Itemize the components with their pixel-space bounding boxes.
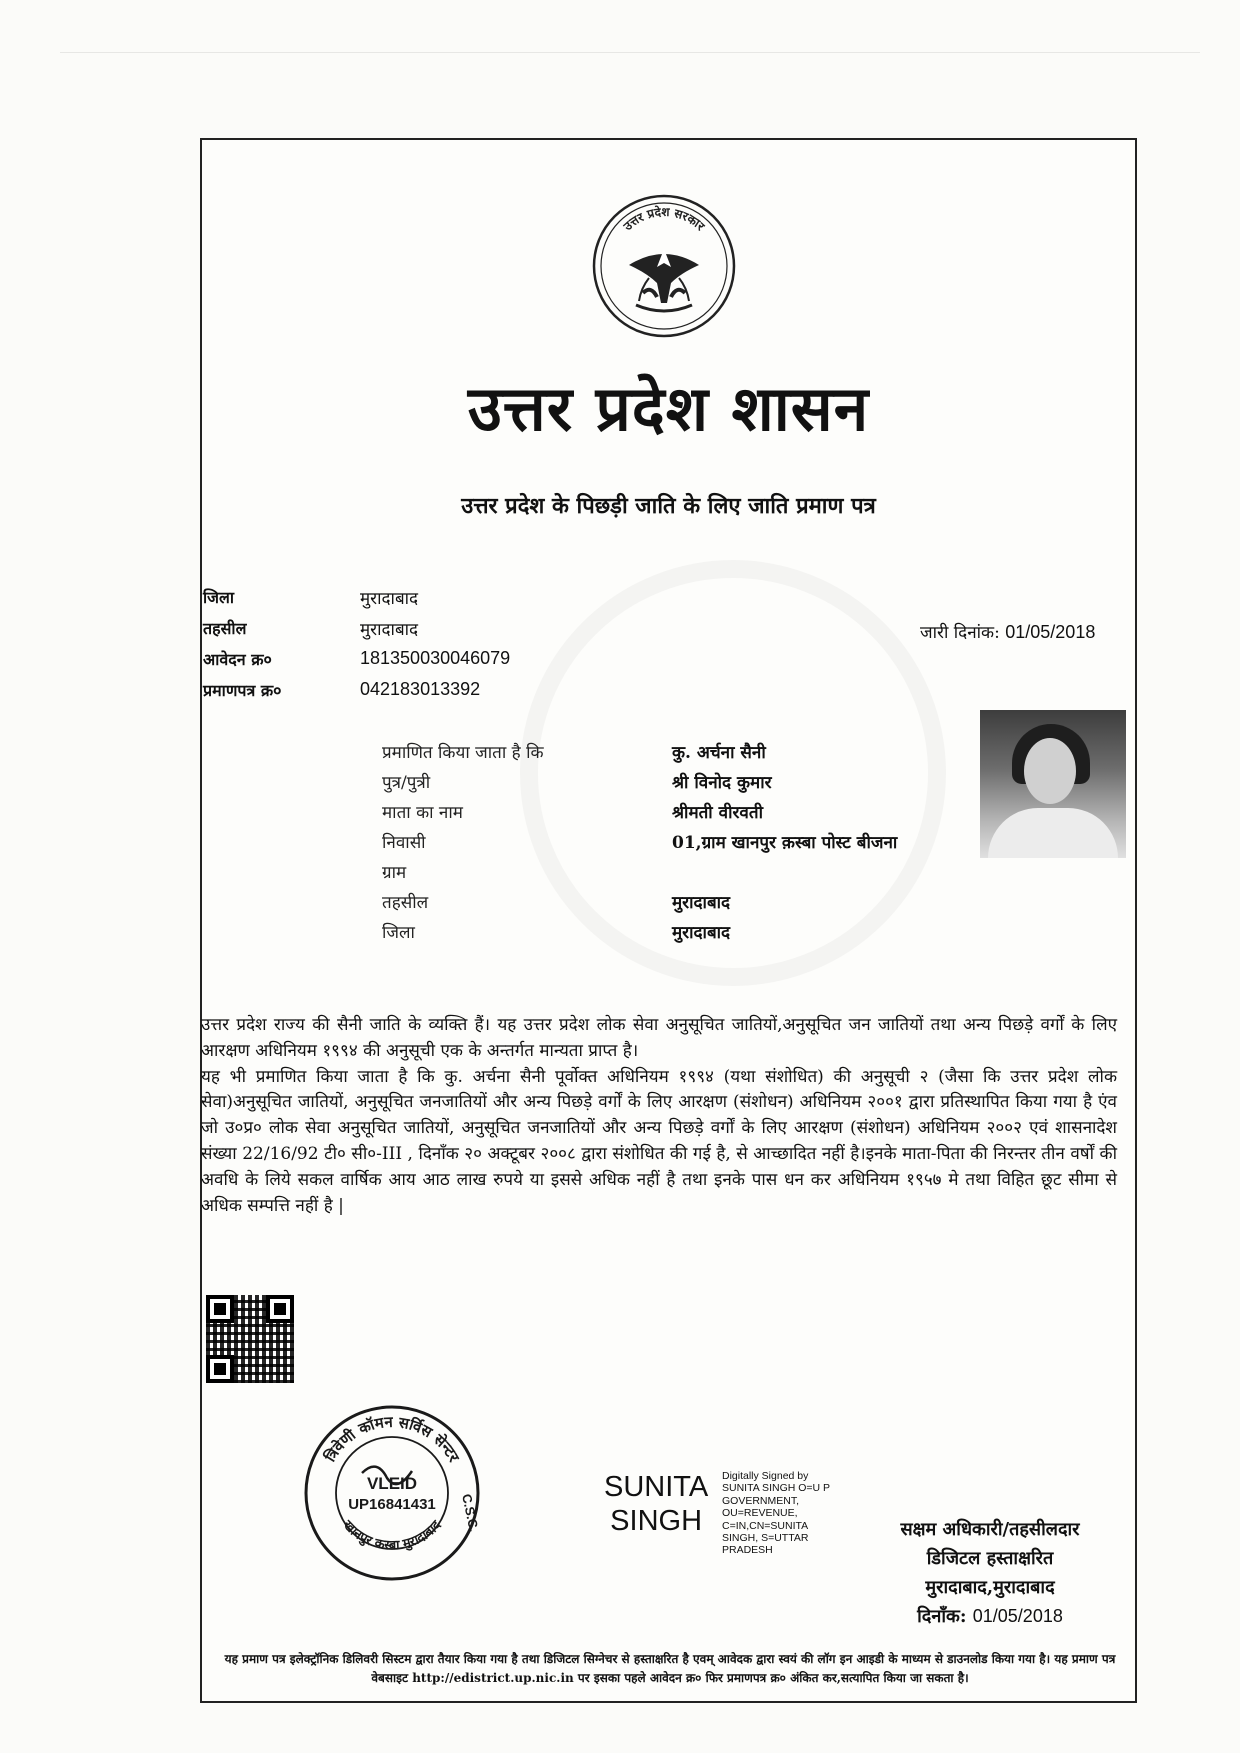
digital-signature-details (722, 1470, 830, 1557)
issue-date-value: 01/05/2018 (1005, 622, 1096, 642)
certificate-body (201, 1013, 1117, 1219)
mother-label: माता का नाम (382, 803, 463, 823)
grid-tehsil-value: मुरादाबाद (672, 893, 731, 913)
applicant-photo (980, 710, 1126, 858)
signature-note-line: SINGH, S=UTTAR (722, 1532, 809, 1545)
certified-label: प्रमाणित किया जाता है कि (382, 743, 544, 763)
child-of-label: पुत्र/पुत्री (382, 773, 431, 793)
page-title: उत्तर प्रदेश शासन (467, 372, 870, 445)
authority-date-value: 01/05/2018 (972, 1606, 1063, 1626)
authority-sign-type: डिजिटल हस्ताक्षरित (926, 1548, 1054, 1569)
signature-name-line-1: SUNITA (604, 1471, 709, 1503)
grid-district-value: मुरादाबाद (672, 923, 731, 943)
tehsil-value: मुरादाबाद (360, 620, 419, 640)
svg-text:त्रिवेणी कॉमन सर्विस सेन्टर: त्रिवेणी कॉमन सर्विस सेन्टर (321, 1412, 464, 1465)
authority-place: मुरादाबाद,मुरादाबाद (925, 1577, 1055, 1598)
svg-text:उत्तर प्रदेश सरकार: उत्तर प्रदेश सरकार (620, 204, 708, 234)
svg-text:खानपुर कस्बा मुरादाबाद: खानपुर कस्बा मुरादाबाद (339, 1517, 445, 1554)
signature-note-line: OU=REVENUE, (722, 1507, 798, 1520)
authority-date-label: दिनाँक: (917, 1606, 967, 1627)
body-paragraph-1: उत्तर प्रदेश राज्य की सैनी जाति के व्यक्ति हैं। यह उत्तर प्रदेश लोक सेवा अनुसूचित जातियों,अनुसूचित जन जातियों तथा अन्य पिछड़े वर्गों के लिए आरक्षण अधिनियम १९९४ की अनुसूची एक के अन्तर्गत मान्यता प्राप्त है। (201, 1015, 1117, 1061)
qr-finder-top-left (206, 1295, 234, 1323)
photo-face (1024, 738, 1076, 804)
signature-note-line: SUNITA SINGH O=U P (722, 1482, 831, 1495)
certificate-footer-note: यह प्रमाण पत्र इलेक्ट्रॉनिक डिलिवरी सिस्टम द्वारा तैयार किया गया है तथा डिजिटल सिग्नेचर से हस्ताक्षरित है एवम् आवेदक द्वारा स्वयं की लॉग इन आइडी के माध्यम से डाउनलोड किया गया है। यह प्रमाण पत्र वेबसाइट http://edistrict.up.nic.in पर इसका पहले आवेदन क्र० फिर प्रमाणपत्र क्र० अंकित कर,सत्यापित किया जा सकता है। (224, 1652, 1116, 1685)
csc-round-stamp (302, 1403, 482, 1583)
village-label: ग्राम (382, 863, 407, 883)
grid-tehsil-label: तहसील (382, 893, 429, 913)
authority-designation: सक्षम अधिकारी/तहसीलदार (900, 1519, 1080, 1540)
resident-label: निवासी (382, 833, 426, 853)
application-number-label: आवेदन क्र० (203, 650, 272, 669)
father-name: श्री विनोद कुमार (672, 773, 772, 793)
scan-edge-line (60, 52, 1200, 53)
tehsil-label: तहसील (203, 619, 247, 638)
issue-date (920, 620, 1095, 643)
qr-code (206, 1295, 294, 1383)
issue-date-label: जारी दिनांक: (920, 623, 1000, 643)
certificate-subtitle: उत्तर प्रदेश के पिछड़ी जाति के लिए जाति प्रमाण पत्र (461, 493, 876, 519)
certificate-number-value: 042183013392 (360, 679, 481, 699)
authority-date (870, 1602, 1110, 1631)
district-value: मुरादाबाद (360, 589, 419, 609)
application-number-value: 181350030046079 (360, 648, 511, 668)
qr-finder-top-right (266, 1295, 294, 1323)
up-government-emblem-icon (591, 193, 737, 339)
signature-note-line: GOVERNMENT, (722, 1494, 800, 1507)
body-paragraph-2: यह भी प्रमाणित किया जाता है कि कु. अर्चना सैनी पूर्वोक्त अधिनियम १९९४ (यथा संशोधित) की अनुसूची २ (जैसा कि उत्तर प्रदेश लोक सेवा)अनुसूचित जातियों, अनुसूचित जनजातियों और अन्य पिछड़े वर्गों के लिए आरक्षण (संशोधन) अधिनियम २००१ द्वारा प्रतिस्थापित किया गया है एंव जो उ०प्र० लोक सेवा अनुसूचित जातियों, अनुसूचित जनजातियों और अन्य पिछड़े वर्गों के लिए आरक्षण (संशोधन) अधिनियम २००२ एवं शासनादेश संख्या 22/16/92 टी० सी०-III , दिनाँक २० अक्टूबर २००८ द्वारा संशोधित की गई है, से आच्छादित नहीं है।इनके माता-पिता की निरन्तर तीन वर्षों की अवधि के लिये सकल वार्षिक आय आठ लाख रुपये या इससे अधिक नहीं है तथा इनके पास धन कर अधिनियम १९५७ मे तथा विहित छूट सीमा से अधिक सम्पत्ति नहीं है | (201, 1066, 1117, 1216)
svg-text:VLEID: VLEID (366, 1474, 418, 1493)
svg-text:C.S.C.: C.S.C. (459, 1492, 482, 1534)
signature-note-line: C=IN,CN=SUNITA (722, 1519, 809, 1532)
signature-note-line: PRADESH (722, 1544, 773, 1557)
issuing-authority (870, 1515, 1110, 1631)
svg-text:UP16841431: UP16841431 (348, 1496, 436, 1513)
grid-district-label: जिला (382, 923, 415, 943)
certificate-number-label: प्रमाणपत्र क्र० (203, 681, 282, 700)
signature-note-line: Digitally Signed by (722, 1470, 809, 1482)
qr-finder-bottom-left (206, 1355, 234, 1383)
photo-body (988, 808, 1118, 858)
applicant-name: कु. अर्चना सैनी (672, 743, 766, 763)
district-label: जिला (203, 588, 235, 607)
signature-name-line-2: SINGH (610, 1505, 703, 1537)
digital-signature-name (604, 1470, 708, 1538)
resident-address: 01,ग्राम खानपुर क़स्बा पोस्ट बीजना (672, 833, 898, 853)
mother-name: श्रीमती वीरवती (672, 803, 763, 823)
